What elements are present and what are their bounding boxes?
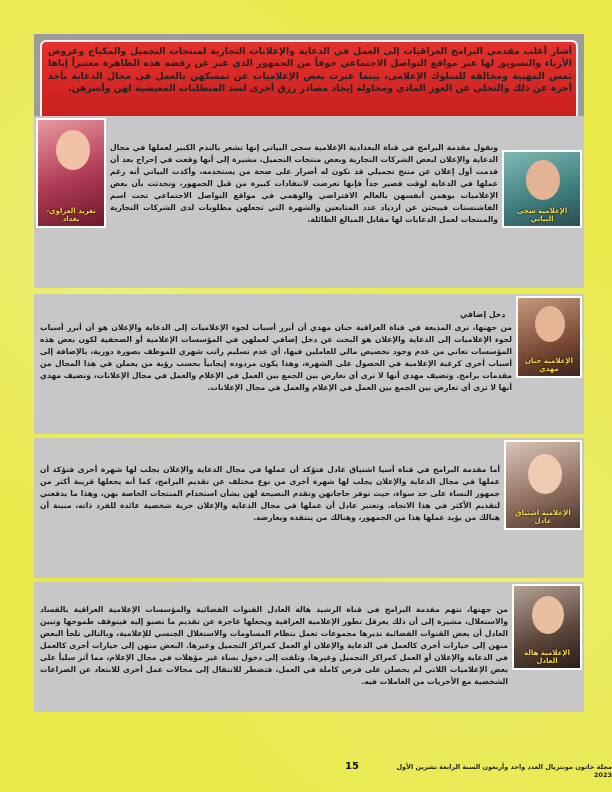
photo-hala	[512, 584, 582, 670]
caption-saja: الإعلامية سجى البياتي	[516, 207, 568, 223]
section-1-text: وتقول مقدمة البرامج في قناة البغدادية الإعلامية سجى البياتي إنها تشعر بالندم الكبير لعملها في مجال الدعاية والإعلان لبعض الشركات التجارية وبعض منتجات التجميل، مشيرة إلى أنها وقعت في إحراج بعد أن قدمت أول إعلان عن منتج تجميلي قد تكون له أضرار على صحة من يستخدمه، وأكدت البياتي أنه رغم عملها في الدعاية لوقت قصير جداً فإنها تعرضت لانتقادات كبيرة من قبل الجمهور، وتحدثت بأن بعض الإعلاميات يوهمن أنفسهن بالعالم الافتراضي والوهمي في مواقع التواصل الاجتماعي تحت اسم الفاشنستات فيبحثن عن ازدياد عدد المتابعين والشهرة التي تجعلهن مطلوبات لدى الشركات التجارية والمنتجات لعمل الدعايات لها مقابل المبالغ الطائلة.	[110, 143, 498, 224]
face-shape	[535, 306, 565, 342]
caption-hala: الإعلامية هالة العادل	[524, 649, 570, 665]
face-shape	[526, 160, 560, 200]
face-shape	[528, 454, 562, 494]
face-shape	[532, 596, 564, 634]
photo-author	[36, 118, 106, 228]
face-shape	[56, 130, 90, 170]
footer-issue-text: مجلة خاتون مونتريال العدد واحد وأربعون السنة الرابعة تشرين الأول 2023	[396, 763, 612, 779]
caption-author: تغريد العزاوي-بغداد	[46, 207, 96, 223]
caption-hanan: الإعلامية حنان مهدي	[524, 357, 574, 373]
section-4-text: من جهتها، تتهم مقدمة البرامج في قناة الرشيد هالة العادل القنوات الفضائية والمؤسسات الإعلامية العراقية بالفساد والاستغلال، مشيرة إلى أن ذلك يعرقل تطور الإعلامية العراقية ويجعلها عاجزة عن تقديم ما تصبو إليه فيتوقف طموحها وتبين العادل أن بعض القنوات الفضائية تديرها مجموعات تعمل بنظام المساومات والاستغلال الجنسي للإعلامية، وبالتالي تلجأ البعض منهن إلى خيارات أخرى كالعمل في الدعاية والإعلان أو العمل كمراكز التجميل وغيرها. البعض منهن إلى خيارات أخرى كالعمل في الدعاية والإعلان أو العمل كمراكز التجميل وغيرها. وتلفت إلى دخول نساء غير مؤهلات في مجال الإعلام، مما أثر سلباً على بعض الإعلاميات اللاتي لم يحصلن على فرص كاملة في العمل، فتضطر للانتقال إلى مجالات عمل أخرى للابتعاد عن الصراعات الشخصية مع الأخريات من العاملات فيه.	[40, 605, 508, 686]
subhead-extra-income: دخل إضافي	[460, 310, 506, 319]
section-3-text: أما مقدمة البرامج في قناة آسيا اشتياق عادل فتؤكد أن عملها في مجال الدعاية والإعلان يجلب لها شهرة أخرى فتؤكد أن عملها في مجال الدعاية والإعلان يجلب لها شهرة أخرى من نوع مختلف عن تقديم البرامج، كما أنه يجعلها قريبة أكثر من جمهور النساء على حد سواء، حيث توفر حاجاتهن وتقدم النصيحة لهن بشأن استخدام المنتجات الخاصة بهن، وهذا ما يدفعني لتقديم الأكثر في هذا الاتجاه. وتعتبر عادل أن عملها في مجال الدعاية والإعلان حرية شخصية عائدة للفرد ذاته، مبينة أن هنالك من يؤيد عملها هذا من الجمهور، وهنالك من ينتقده ويعارضه.	[40, 465, 500, 522]
caption-ishtiaq: الإعلامية اشتياق عادل	[515, 509, 571, 525]
photo-hanan	[516, 296, 582, 378]
page-number: 15	[345, 761, 359, 772]
lead-paragraph: أشار أغلب مقدمي البرامج العراقيات إلى العمل في الدعاية والإعلانات التجارية لمنتجات التجميل والمكياج وعروض الأزياء والتسويق لها عبر مواقع التواصل الاجتماعي خوفاً من الجمهور الذي عبر عن رفضه هذه الظاهرة معتبراً إياها تمس المهنية ومخالفة للسلوك الإعلامي، بينما عبرت بعض الإعلاميات عن تمسكهن بالعمل في مجال الدعاية بأخذ أجرة عن ذلك والتخلي عن العوز المادي ومحاولة إيجاد مصادر رزق أخرى لسد المتطلبات المعيشية لهن وأسرهن.	[48, 46, 572, 95]
section-2-text: من جهتها، ترى المذيعة في قناة العراقية حنان مهدي أن أبرز أسباب لجوء الإعلاميات إلى الدعاية والإعلان هو أن أبرز أسباب لجوء الإعلاميات إلى الدعاية والإعلان هو البحث عن دخل إضافي لعملهن في المؤسسات الإعلامية أو الصحفية لكون بعض هذه المؤسسات تعاني من عدم وجود تخصيص مالي للعاملين فيها، أي عدم تسليم راتب شهري للموظف بصورة دورية، بالإضافة إلى أسباب أخرى كرغبة الإعلامية في الحصول على الشهرة، وهذا يكون مردوده إيجابياً بحسب رؤية من يعملن في هذا المجال من مقدمات برامج. وتضيف مهدي أنها لا ترى أي تعارض بين الجمع بين العمل في الإعلام والعمل في مجال الإعلانات، وتضيف مهدي أنها لا ترى أي تعارض بين الجمع بين العمل في الإعلام والعمل في مجال الإعلانات.	[40, 323, 512, 392]
photo-ishtiaq	[504, 440, 582, 530]
photo-saja	[502, 150, 582, 228]
